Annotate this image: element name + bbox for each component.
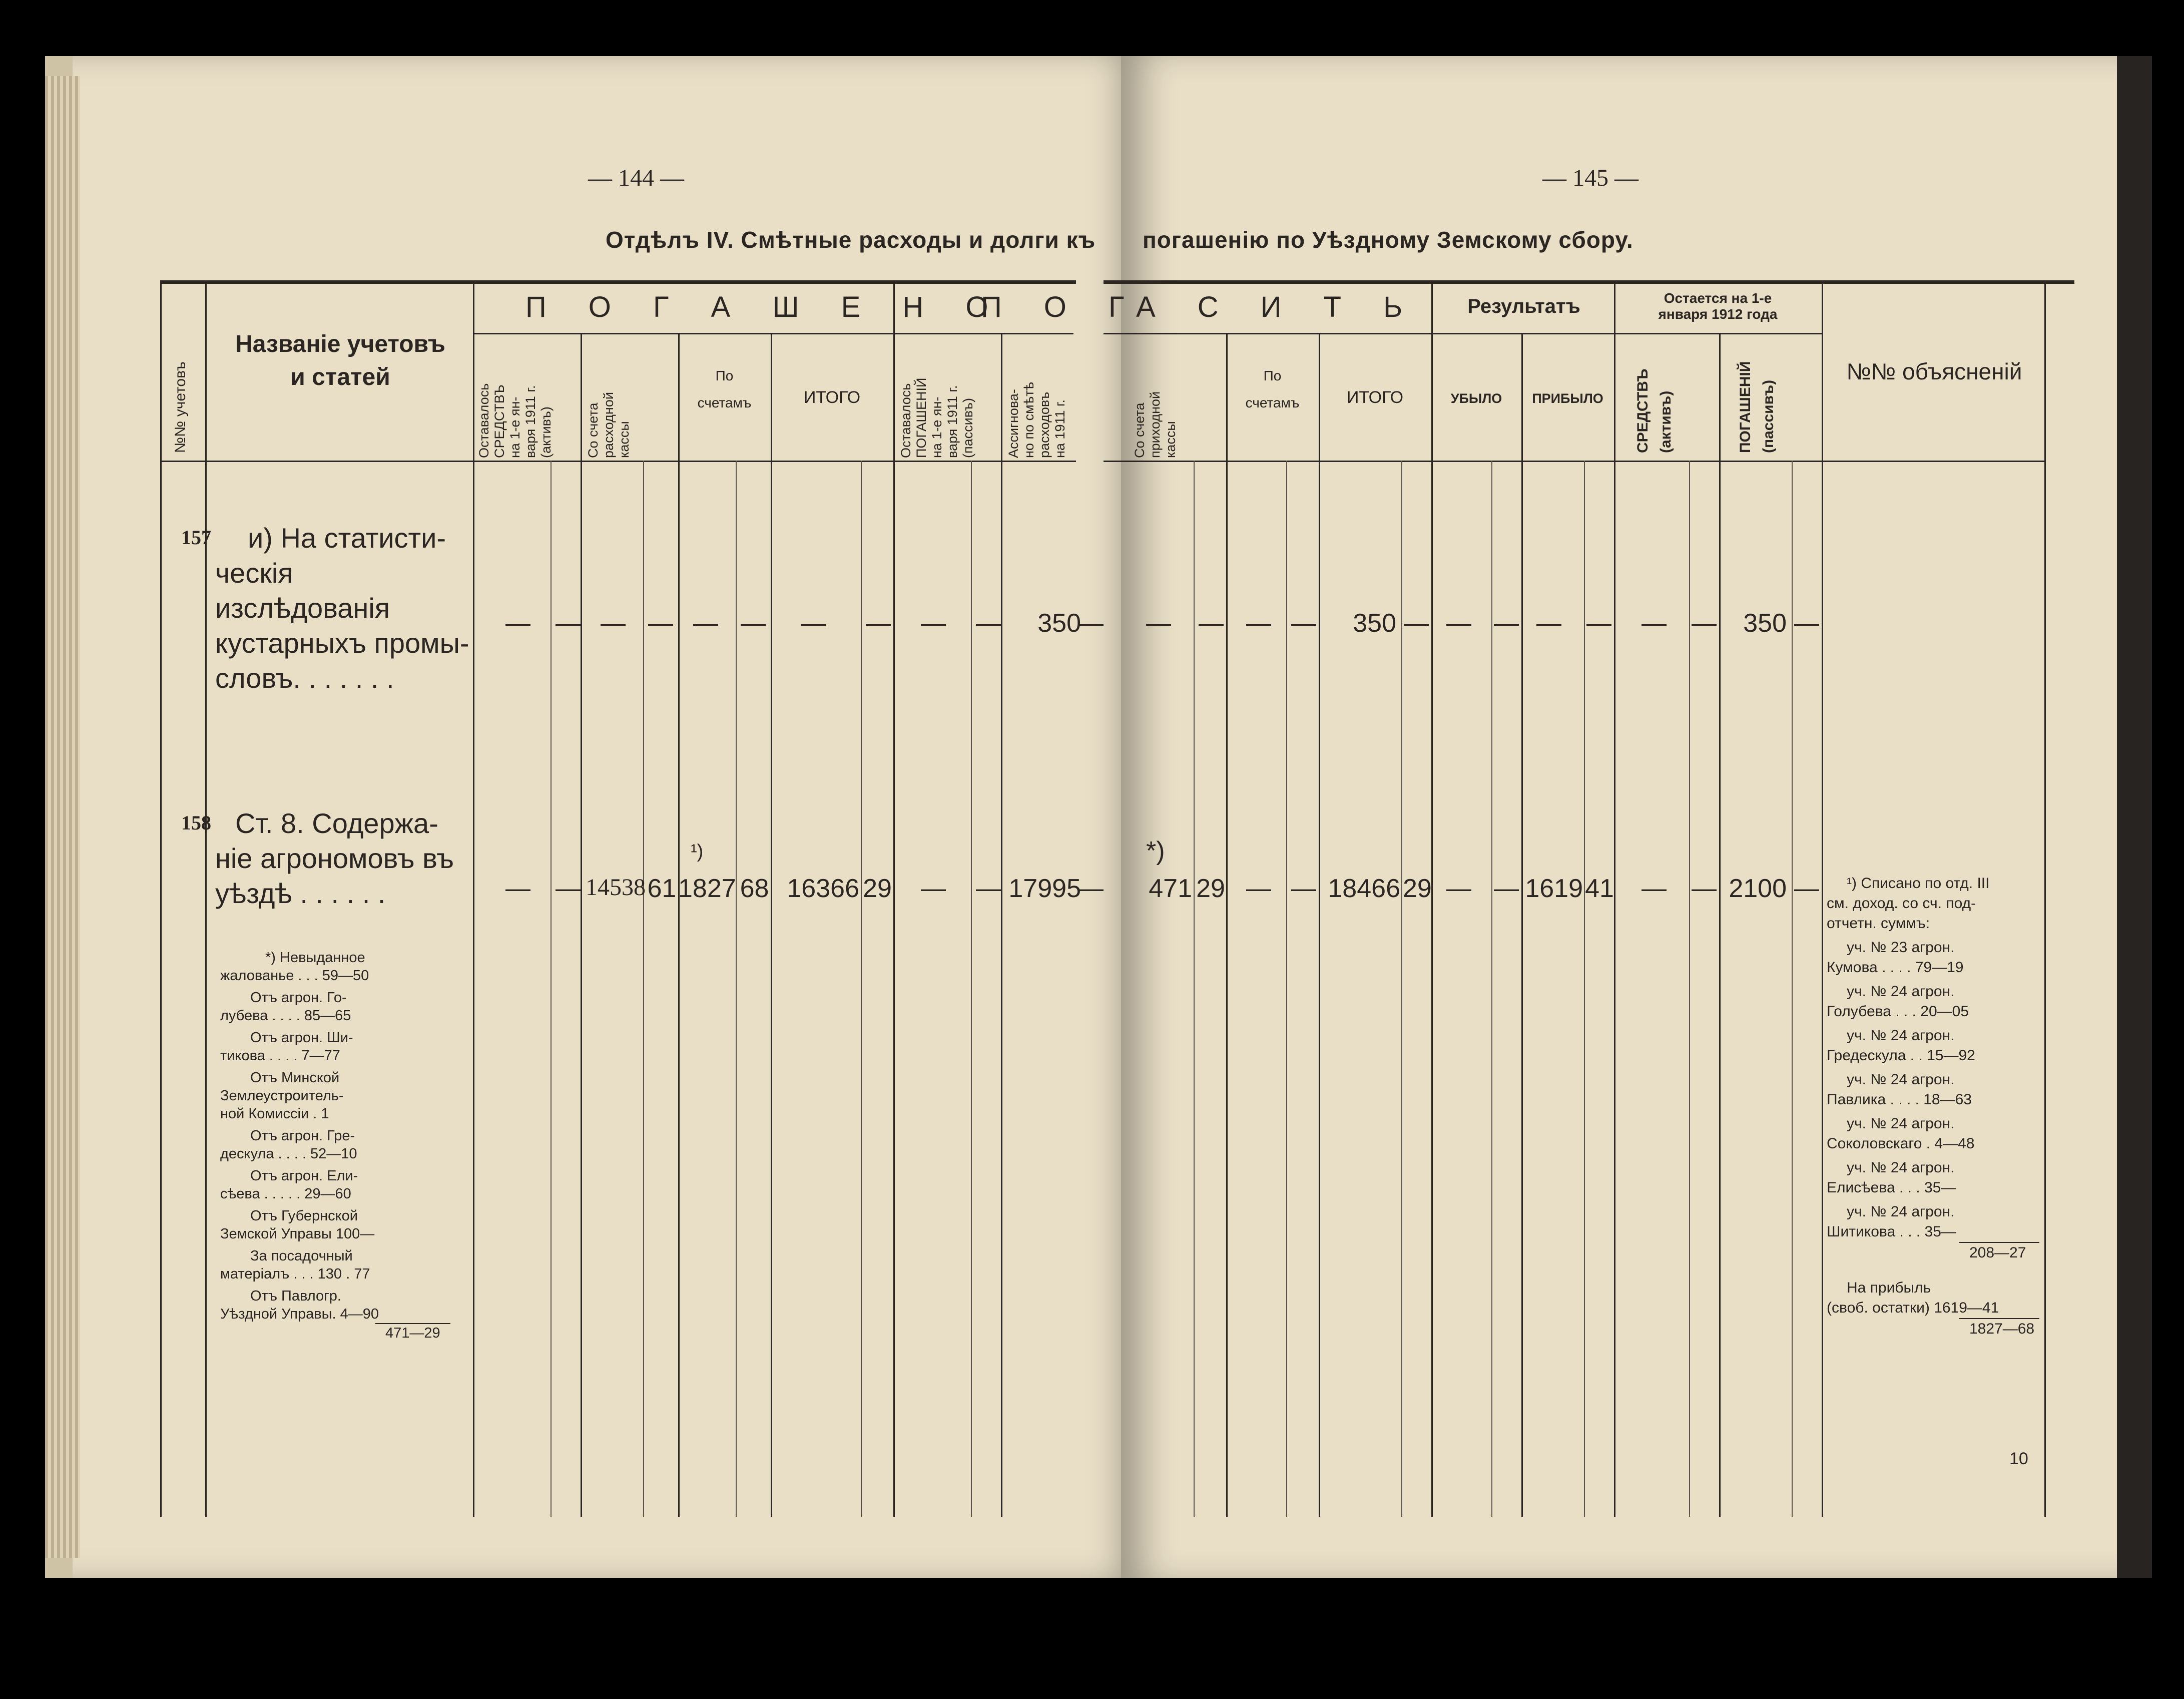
vline (1319, 333, 1320, 1517)
col-itogo-right: ИТОГО (1346, 388, 1404, 407)
col-po-schetam (681, 368, 768, 411)
expl-line: отчетн. суммъ: (1827, 915, 1930, 932)
note-line: Отъ агрон. Ши- (250, 1030, 353, 1046)
col-from-expense: Со счета расходной кассы (586, 392, 632, 458)
note-line: Отъ агрон. Гре- (250, 1128, 355, 1144)
note-line: Земской Управы 100— (220, 1226, 375, 1242)
vline (1226, 333, 1228, 1517)
dash: — (1794, 609, 1819, 637)
vline (643, 461, 644, 1517)
group-result: Результатъ (1467, 295, 1580, 317)
row-158-line2: ніе агрономовъ въ (215, 842, 454, 874)
row-158-itogo-right: 18466 (1328, 874, 1400, 903)
note-line: тикова . . . . 7—77 (220, 1048, 340, 1064)
expl-subtotal: 208—27 (1969, 1244, 2026, 1261)
col-pogasheniy: ПОГАШЕНІЙ (пассивъ) (1737, 361, 1777, 453)
row-158-no: 158 (181, 811, 211, 834)
group-ostaetsya: Остается на 1-е января 1912 года (1658, 290, 1778, 322)
dash: — (505, 609, 530, 637)
col-po-schetam-b: счетамъ (697, 395, 752, 410)
row-158-footnote-mark: ¹) (691, 841, 704, 862)
row-158-from-expense: 14538 (586, 874, 646, 901)
dash: — (1642, 609, 1667, 637)
table-top-rule-left (160, 280, 1076, 284)
row-158-star: *) (1146, 836, 1165, 866)
note-line: матеріалъ . . . 130 . 77 (220, 1266, 370, 1282)
dash: — (1494, 609, 1519, 637)
note-line: Отъ Павлогр. (250, 1288, 341, 1304)
col-po-schetam-right-b: счетамъ (1245, 395, 1300, 410)
right-page (1121, 56, 2117, 1578)
note-line: За посадочный (250, 1248, 353, 1264)
vline (861, 461, 862, 1517)
vline (1719, 333, 1721, 1517)
notes-block (220, 949, 463, 1342)
expl-line: уч. № 24 агрон. (1847, 1159, 1955, 1176)
dash: — (1446, 609, 1471, 637)
dash: — (1078, 874, 1104, 902)
dash: — (1642, 874, 1667, 902)
col-explanations: №№ объясненій (1846, 358, 2022, 384)
row-158-line1: Ст. 8. Содержа- (235, 807, 438, 839)
dash: — (1199, 609, 1224, 637)
dash: — (1246, 609, 1271, 637)
row-157-line1: и) На статисти- (248, 522, 446, 554)
expl-line: уч. № 24 агрон. (1847, 983, 1955, 1000)
vline (971, 461, 972, 1517)
note-total: 471—29 (385, 1325, 440, 1341)
note-line: сѣева . . . . . 29—60 (220, 1186, 351, 1202)
expl-line: Шитикова . . . 35— (1827, 1223, 1956, 1240)
row-158-itogo-right-k: 29 (1403, 874, 1432, 903)
footer-number: 10 (2009, 1449, 2028, 1468)
vline (1614, 280, 1615, 1517)
col-row-no: №№ учетовъ (172, 361, 189, 453)
col-itogo: ИТОГО (803, 388, 861, 407)
vline (736, 461, 737, 1517)
expl-line: уч. № 24 агрон. (1847, 1071, 1955, 1088)
dash: — (866, 609, 891, 637)
row-158-itogo-k: 29 (863, 874, 892, 903)
row-158-pribylo-k: 41 (1585, 874, 1614, 903)
note-line: *) Невыданное (265, 950, 365, 966)
row-158-line3: уѣздѣ . . . . . . (215, 878, 386, 909)
col-name-line2: и статей (290, 364, 390, 390)
expl-line: см. доход. со сч. под- (1827, 895, 1976, 912)
note-line: Отъ агрон. Ели- (250, 1168, 358, 1184)
expl-line: (своб. остатки) 1619—41 (1827, 1300, 1999, 1316)
row-158-po-schetam-k: 68 (740, 874, 769, 903)
row-157-itogo: 350 (1353, 609, 1396, 638)
expl-line: Голубева . . . 20—05 (1827, 1003, 1969, 1020)
dash: — (601, 609, 626, 637)
row-158-from-income: 471 (1149, 874, 1192, 903)
group-rule-left (473, 333, 1073, 334)
group-pogasheno: П О Г А Ш Е Н О (525, 291, 1005, 323)
row-158-itogo: 16366 (787, 874, 859, 903)
table-header-rule-right (1104, 461, 2044, 462)
note-line: Отъ агрон. Го- (250, 990, 347, 1006)
expl-line: Кумова . . . . 79—19 (1827, 959, 1964, 976)
dash: — (1078, 609, 1104, 637)
expl-line: уч. № 24 агрон. (1847, 1203, 1955, 1220)
vline (1822, 280, 1823, 1517)
row-158-pogasheniy: 2100 (1729, 874, 1787, 903)
dash: — (1446, 874, 1471, 902)
page-edges (45, 76, 80, 1558)
left-page-number: — 144 — (588, 165, 684, 191)
vline (2044, 280, 2046, 1517)
dash: — (1246, 874, 1271, 902)
row-158-from-income-k: 29 (1196, 874, 1225, 903)
vline (1584, 461, 1585, 1517)
left-header: Отдѣлъ IV. Смѣтные расходы и долги къ (606, 227, 1096, 253)
row-158-pribylo: 1619 (1525, 874, 1583, 903)
dash: — (1692, 609, 1717, 637)
dash: — (1586, 609, 1611, 637)
row-157-pogasheniy: 350 (1743, 609, 1787, 638)
note-line: ной Комиссіи . 1 (220, 1106, 329, 1122)
note-line: дескула . . . . 52—10 (220, 1146, 357, 1162)
group-asit: А С И Т Ь (1136, 291, 1420, 323)
note-line: жалованье . . . 59—50 (220, 968, 369, 984)
vline (1491, 461, 1492, 1517)
row-158-po-schetam: 1827 (678, 874, 736, 903)
expl-line: На прибыль (1847, 1280, 1931, 1296)
col-po-schetam-right (1229, 368, 1316, 411)
book-right-edge (2117, 56, 2152, 1578)
col-po-schetam-right-a: По (1263, 368, 1282, 383)
dash: — (1536, 609, 1561, 637)
note-line: Землеустроитель- (220, 1088, 344, 1104)
right-page-number: — 145 — (1542, 165, 1639, 191)
explanations-block (1827, 874, 2042, 1339)
row-157-name (215, 521, 470, 696)
dash: — (1146, 609, 1171, 637)
note-line: Уѣздной Управы. 4—90 (220, 1306, 379, 1322)
dash: — (556, 874, 581, 902)
expl-line: Соколовскаго . 4—48 (1827, 1135, 1975, 1152)
dash: — (976, 874, 1001, 902)
vline (1521, 333, 1523, 1517)
expl-line: уч. № 24 агрон. (1847, 1115, 1955, 1132)
dash: — (648, 609, 673, 637)
dash: — (1494, 874, 1519, 902)
group-rule-right (1104, 333, 1822, 334)
dash: — (556, 609, 581, 637)
dash: — (1794, 874, 1819, 902)
table-header-rule-left (160, 461, 1076, 462)
expl-line: уч. № 23 агрон. (1847, 939, 1955, 956)
col-ubylo: УБЫЛО (1450, 391, 1502, 406)
expl-line: Елисѣева . . . 35— (1827, 1179, 1956, 1196)
vline (160, 280, 162, 1517)
dash: — (505, 874, 530, 902)
dash: — (921, 609, 946, 637)
expl-line: ¹) Списано по отд. III (1847, 875, 1990, 892)
col-remaining-funds: Оставалось СРЕДСТВЪ на 1-е ян- варя 1911 г. (активъ) (476, 383, 554, 458)
table-top-rule-right (1104, 280, 2074, 284)
col-from-income: Со счета приходной кассы (1132, 391, 1178, 458)
row-157-line4: словъ. . . . . . . (215, 662, 394, 694)
col-po-schetam-a: По (715, 368, 734, 383)
dash: — (693, 609, 718, 637)
row-157-line3: кустарныхъ промы- (215, 627, 469, 659)
note-line: лубева . . . . 85—65 (220, 1008, 351, 1024)
col-sredstv: СРЕДСТВЪ (активъ) (1634, 368, 1674, 453)
dash: — (1404, 609, 1429, 637)
vline (1689, 461, 1690, 1517)
expl-total: 1827—68 (1969, 1321, 2035, 1337)
row-158-assigned: 17995 (1008, 874, 1081, 903)
vline (551, 461, 552, 1517)
expl-line: Гредескула . . 15—92 (1827, 1047, 1975, 1064)
vline (1001, 333, 1002, 1517)
vline (678, 333, 680, 1517)
vline (205, 280, 207, 1517)
col-assigned: Ассигнова- но по смѣтѣ расходовъ на 1911 г. (1006, 381, 1067, 458)
dash: — (1692, 874, 1717, 902)
dash: — (921, 874, 946, 902)
col-name (210, 328, 470, 394)
dash: — (801, 609, 826, 637)
vline (473, 280, 474, 1517)
note-line: Отъ Губернской (250, 1208, 358, 1224)
vline (1194, 461, 1195, 1517)
dash: — (976, 609, 1001, 637)
row-158-name (215, 806, 470, 911)
expl-line: Павлика . . . . 18—63 (1827, 1091, 1972, 1108)
vline (893, 280, 895, 1517)
dash: — (741, 609, 766, 637)
group-pog: П О Г (981, 291, 1142, 323)
col-pribylo: ПРИБЫЛО (1532, 391, 1603, 406)
row-157-line2: ческія изслѣдованія (215, 557, 390, 624)
expl-line: уч. № 24 агрон. (1847, 1027, 1955, 1044)
dash: — (1291, 609, 1316, 637)
col-remaining-debts: Оставалось ПОГАШЕНІЙ на 1-е ян- варя 1911 г. (пассивъ) (898, 377, 975, 458)
note-line: Отъ Минской (250, 1070, 340, 1086)
vline (581, 333, 582, 1517)
row-157-no: 157 (181, 526, 211, 549)
dash: — (1291, 874, 1316, 902)
row-158-from-expense-k: 61 (647, 874, 677, 903)
vline (1401, 461, 1402, 1517)
col-name-line1: Названіе учетовъ (235, 331, 445, 357)
vline (1286, 461, 1287, 1517)
row-157-assigned: 350 (1037, 609, 1081, 638)
vline (771, 333, 772, 1517)
right-header: погашенію по Уѣздному Земскому сбору. (1143, 227, 1633, 253)
vline (1792, 461, 1793, 1517)
